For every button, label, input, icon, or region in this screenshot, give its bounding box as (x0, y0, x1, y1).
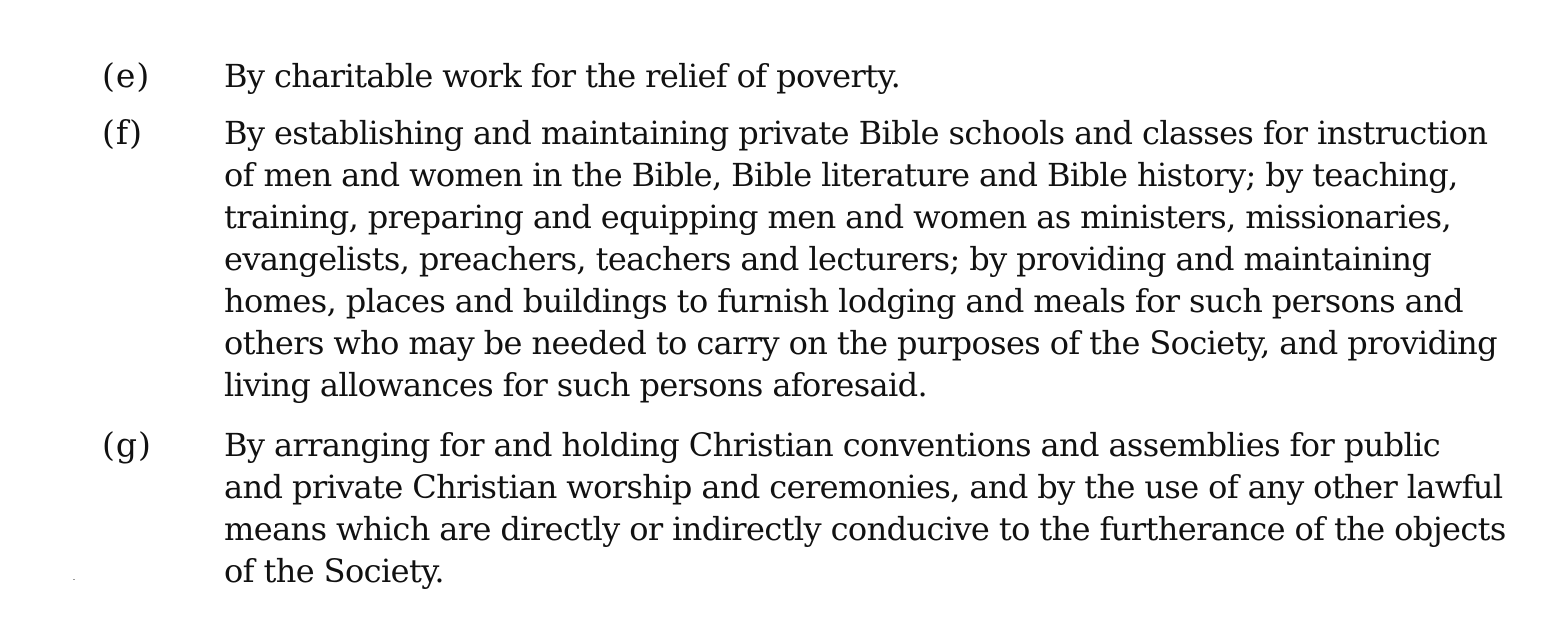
text-line: living allowances for such persons aforesaid. (224, 366, 928, 404)
scan-speck (73, 579, 75, 580)
text-line: training, preparing and equipping men and women as ministers, missionaries, (224, 198, 1452, 236)
text-line: means which are directly or indirectly conducive to the furtherance of the objects (224, 510, 1506, 548)
clause-marker: (f) (102, 113, 143, 152)
clause-text (224, 112, 1497, 406)
text-line: By charitable work for the relief of poverty. (224, 57, 901, 95)
text-line: evangelists, preachers, teachers and lecturers; by providing and maintaining (224, 240, 1432, 278)
text-line: others who may be needed to carry on the purposes of the Society, and providing (224, 324, 1497, 362)
clause-text (224, 424, 1506, 592)
clause-marker: (g) (102, 425, 152, 464)
clause-text (224, 55, 1494, 97)
text-line: homes, places and buildings to furnish lodging and meals for such persons and (224, 282, 1463, 320)
clause-marker: (e) (102, 56, 151, 95)
text-line: of men and women in the Bible, Bible literature and Bible history; by teaching, (224, 156, 1458, 194)
text-line: and private Christian worship and ceremonies, and by the use of any other lawful (224, 468, 1503, 506)
text-line: By establishing and maintaining private Bible schools and classes for instruction (224, 114, 1488, 152)
text-line: By arranging for and holding Christian conventions and assemblies for public (224, 426, 1441, 464)
text-line: of the Society. (224, 552, 445, 590)
